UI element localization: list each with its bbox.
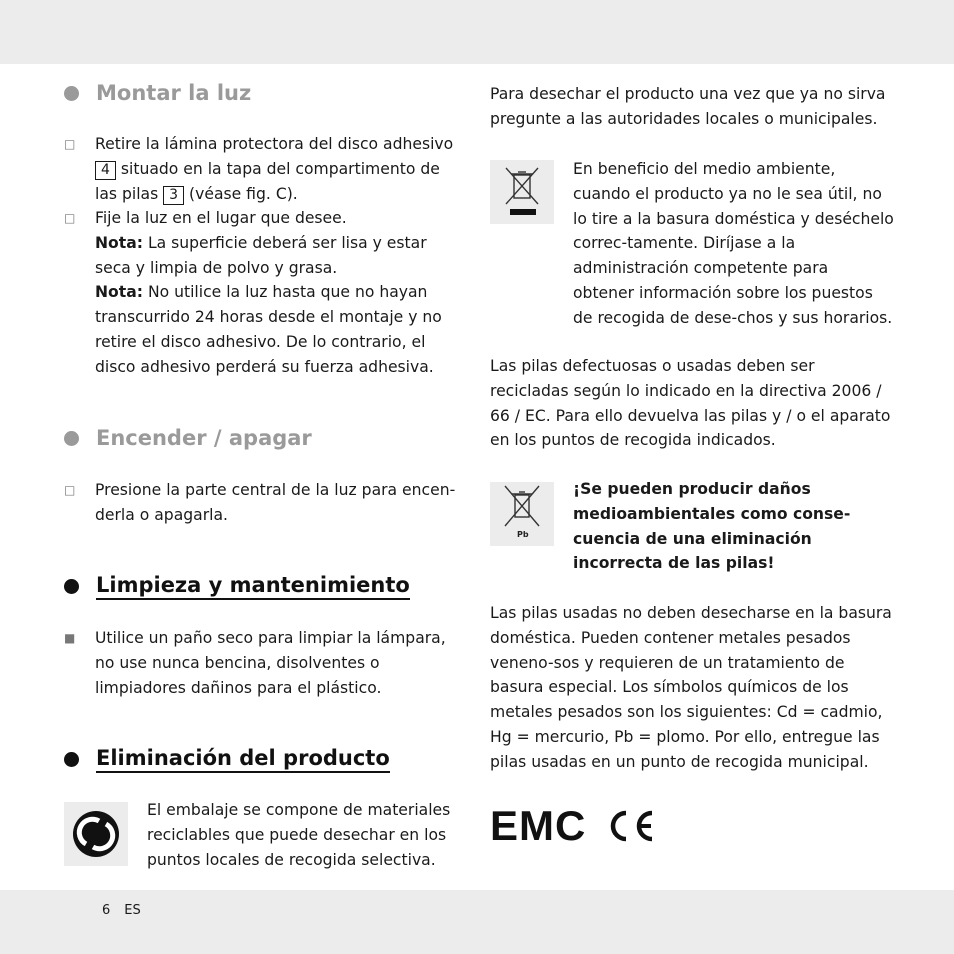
top-band <box>0 0 954 64</box>
checkbox-square-icon: □ <box>64 137 76 151</box>
checkbox-square-icon: □ <box>64 211 76 225</box>
part-number-box: 4 <box>95 161 116 180</box>
section-bullet-icon <box>64 86 79 101</box>
part-number-box: 3 <box>163 186 184 205</box>
section-bullet-icon <box>64 579 79 594</box>
heavy-metals-paragraph: Las pilas usadas no deben desecharse en la basura doméstica. Pueden contener metales pesados veneno-sos y requieren de un tratamiento de basura especial. Los símbolos químicos de los metales pesados son los siguientes: Cd = cadmio, Hg = mercurio, Pb = plomo. Por ello, entregue las pilas usadas en un punto de recogida municipal. <box>490 604 892 771</box>
battery-warning-text: ¡Se pueden producir daños medioambientales como conse-cuencia de una eliminación incorrecta de las pilas! <box>573 480 851 573</box>
language-code: ES <box>124 903 141 918</box>
section-heading-montar: Montar la luz <box>64 81 251 105</box>
list-item: ■ Utilice un paño seco para limpiar la lámpara, no use nunca bencina, disolventes o limpiadores dañinos para el plástico. <box>64 626 466 700</box>
battery-icon-label: Pb <box>517 530 529 539</box>
crossed-bin-icon <box>490 160 554 224</box>
filled-square-icon: ■ <box>64 631 76 645</box>
weee-text: En beneficio del medio ambiente, cuando el producto ya no le sea útil, no lo tire a la basura doméstica y deséchelo correc-tamente. Diríjase a la administración competente para obtener información sobre los puestos de recogida de dese-chos y sus horarios. <box>573 160 894 327</box>
section-heading-eliminacion: Eliminación del producto <box>64 746 390 773</box>
page-number: 6 <box>102 903 111 918</box>
list-item: □ Retire la lámina protectora del disco adhesivo 4 situado en la tapa del compartimento de las pilas 3 (véase fig. C). <box>64 132 466 206</box>
bottom-band <box>0 890 954 954</box>
battery-directive-paragraph: Las pilas defectuosas o usadas deben ser recicladas según lo indicado en la directiva 2006 / 66 / EC. Para ello devuelva las pilas y / o el aparato en los puntos de recogida indicados. <box>490 357 891 450</box>
battery-bin-icon <box>490 482 554 546</box>
ce-mark-icon <box>604 808 656 848</box>
checkbox-square-icon: □ <box>64 483 76 497</box>
disposal-paragraph: Para desechar el producto una vez que ya no sirva pregunte a las autoridades locales o municipales. <box>490 85 886 128</box>
section-bullet-icon <box>64 752 79 767</box>
emc-label: EMC <box>490 802 587 849</box>
section-bullet-icon <box>64 431 79 446</box>
page-footer <box>102 903 155 918</box>
packaging-text: El embalaje se compone de materiales reciclables que puede desechar en los puntos locales de recogida selectiva. <box>147 801 451 869</box>
section-heading-encender: Encender / apagar <box>64 426 312 450</box>
list-item: □ Fije la luz en el lugar que desee. Nota: La superficie deberá ser lisa y estar seca y limpia de polvo y grasa. Nota: No utilice la luz hasta que no hayan transcurrido 24 horas desde el montaje y no retire el disco adhesivo. De lo contrario, el disco adhesivo perderá su fuerza adhesiva. <box>64 206 466 380</box>
recycling-green-dot-icon <box>64 802 128 866</box>
list-item: □ Presione la parte central de la luz para encen-derla o apagarla. <box>64 478 466 528</box>
section-heading-limpieza: Limpieza y mantenimiento <box>64 573 410 600</box>
